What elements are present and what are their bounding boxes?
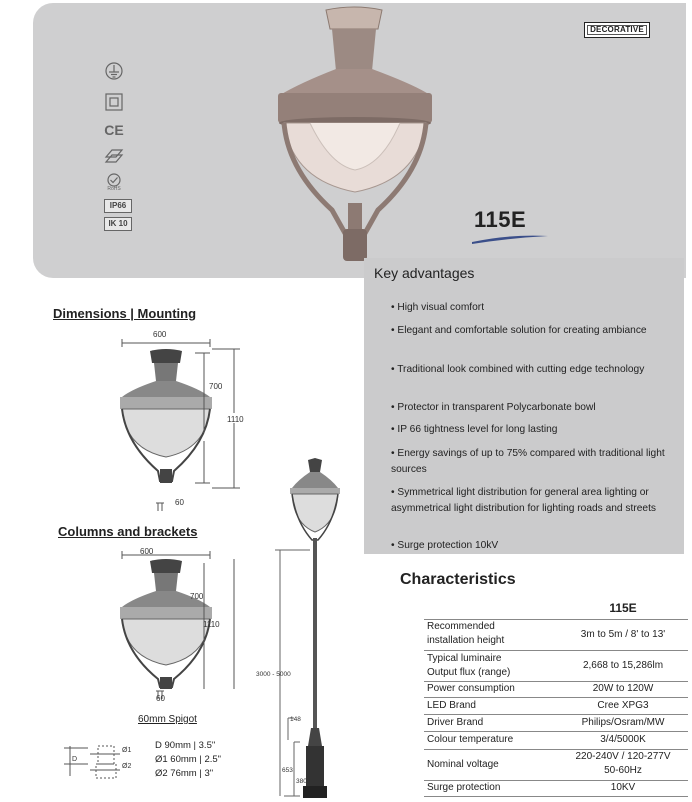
spigot-spec: Ø2 76mm | 3" <box>155 768 214 779</box>
ce-text: CE <box>104 122 124 138</box>
advantage-item: • Traditional look combined with cutting edge technology <box>391 364 645 375</box>
spigot-label: 60mm Spigot <box>138 714 197 725</box>
row-value: 2,668 to 15,286lm <box>582 660 664 671</box>
spigot-d-label: D <box>72 756 78 763</box>
badge-label: DECORATIVE <box>590 25 644 34</box>
base-height-3: 380 <box>296 778 307 785</box>
table-row <box>424 650 688 682</box>
advantage-item: • Surge protection 10kV <box>391 540 499 551</box>
row-key: Driver Brand <box>427 717 484 728</box>
row-key: Output flux (range) <box>427 667 511 678</box>
row-value: Cree XPG3 <box>597 700 649 711</box>
enec-mark-icon <box>103 146 125 166</box>
row-key: installation height <box>427 635 505 646</box>
rohs-text: RoHS <box>107 185 121 192</box>
spigot-o1-label: Ø1 <box>122 747 132 754</box>
row-value: Philips/Osram/MW <box>581 717 665 728</box>
table-row <box>424 681 688 698</box>
row-value: 20W to 120W <box>592 683 654 694</box>
table-model: 115E <box>609 601 637 615</box>
col-spigot: 60 <box>156 694 165 703</box>
ik-rating: IK 10 <box>104 217 132 231</box>
key-advantages-title: Key advantages <box>374 265 475 281</box>
row-key: Surge protection <box>427 782 501 793</box>
row-value: 50-60Hz <box>604 765 642 776</box>
spigot-o2-label: Ø2 <box>122 763 132 770</box>
ground-symbol-icon <box>103 61 125 81</box>
row-key: Power consumption <box>427 683 515 694</box>
col-width: 600 <box>140 547 154 556</box>
row-key: Colour temperature <box>427 734 514 745</box>
model-swoosh <box>470 232 550 244</box>
row-value: 10KV <box>610 782 636 793</box>
col-upper-height: 700 <box>190 592 204 601</box>
advantage-item: • Protector in transparent Polycarbonate bowl <box>391 402 596 413</box>
table-row <box>424 731 688 750</box>
table-row <box>424 619 688 651</box>
table-row <box>424 714 688 732</box>
advantage-item: • Symmetrical light distribution for general area lighting or asymmetrical light distribution for lighting roads and streets <box>391 487 656 514</box>
ce-mark-icon <box>103 120 125 140</box>
columns-drawing <box>100 541 260 711</box>
spigot-spec: D 90mm | 3.5" <box>155 740 216 751</box>
advantage-item: • Elegant and comfortable solution for creating ambiance <box>391 325 647 336</box>
row-value: 220-240V / 120-277V <box>575 751 671 762</box>
row-key: Typical luminaire <box>427 653 502 664</box>
row-value: 3m to 5m / 8' to 13' <box>580 629 666 640</box>
characteristics-title: Characteristics <box>400 571 516 588</box>
dim-total-height: 1110 <box>227 415 244 424</box>
row-key: Recommended <box>427 621 495 632</box>
category-badge <box>584 22 650 38</box>
dim-width: 600 <box>153 330 167 339</box>
rohs-icon <box>103 172 125 192</box>
dimensions-title: Dimensions | Mounting <box>53 306 197 321</box>
advantage-item: • Energy savings of up to 75% compared with traditional light sources <box>391 448 665 475</box>
table-header-row <box>424 597 688 620</box>
dim-upper-height: 700 <box>209 382 223 391</box>
col-total-height: 1110 <box>203 620 220 629</box>
table-row <box>424 749 688 781</box>
pole-height: 3000 - 5000 <box>256 671 291 678</box>
row-key: LED Brand <box>427 700 476 711</box>
base-height-2: 653 <box>282 767 293 774</box>
row-value: 3/4/5000K <box>600 734 646 745</box>
columns-title: Columns and brackets <box>58 524 198 539</box>
model-name: 115E <box>474 207 527 232</box>
dim-spigot: 60 <box>175 498 184 507</box>
spigot-spec: Ø1 60mm | 2.5" <box>155 754 222 765</box>
luminaire-photo <box>270 5 450 265</box>
advantage-item: • High visual comfort <box>391 302 485 313</box>
advantage-item: • IP 66 tightness level for long lasting <box>391 424 558 435</box>
row-key: Nominal voltage <box>427 759 499 770</box>
table-row <box>424 780 688 797</box>
table-row <box>424 697 688 715</box>
pole-drawing <box>270 450 360 802</box>
base-height-1: 148 <box>290 716 301 723</box>
double-insulation-icon <box>103 92 125 112</box>
ip-rating: IP66 <box>104 199 132 213</box>
